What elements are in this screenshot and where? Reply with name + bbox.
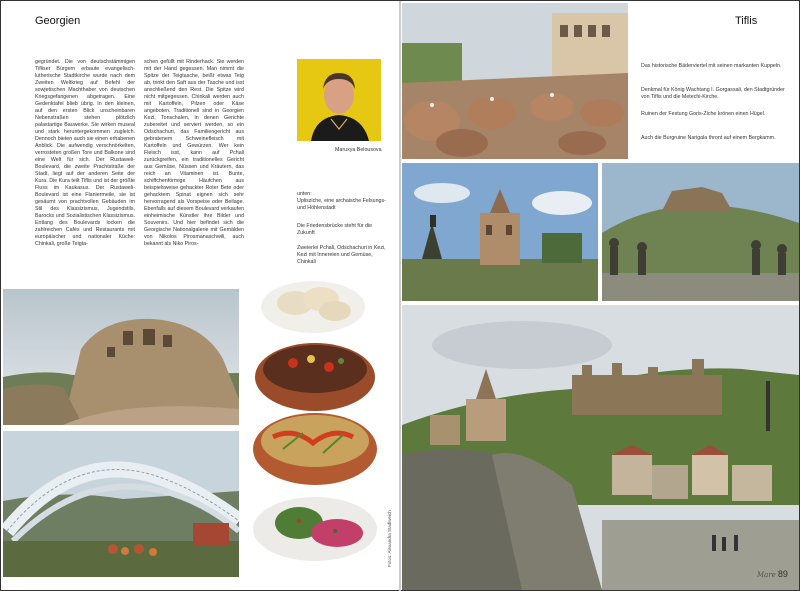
section-title-left: Georgien: [35, 15, 81, 27]
folio-mag-name: Mare: [757, 571, 776, 579]
caption-monument: Denkmal für König Wachtang I. Gorgassali, den Stadtgründer von Tiflis und die Metechi-Kirche.: [641, 87, 785, 100]
gutter: [399, 1, 401, 591]
caption-narikala: Auch die Burgruine Narigala thront auf einem Bergkamm.: [641, 135, 776, 141]
body-column-1: gegründet. Die von deutschstämmigen Tifliser Bürgern erbaute evangelisch-lutherische Stadtkirche wurde nach dem Zweiten Weltkrieg auf Befehl der sowjetischen Machthaber von deutschen Kriegsgefangenen abgetragen. Eine Gedenktafel blieb übrig. In den kleinen, auf den ersten Blick unscheinbaren Nebenstraßen stehen plötzlich palastartige Bauwerke. Sie wirken museal und stark heruntergekommen zugleich. Dennoch bieten auch sie einen erhabenen Anblick. Die aufwendig verschnörkelten, verrosteten großen Tore und Balkone sind eine Welt für sich. Der Rustaweli-Boulevard, die zweite Prachtstraße der Stadt, liegt auf der anderen Seite der Kura. Die Kura teilt Tiflis und ist der größte Fluss im Kaukasus. Der Rustaweli-Boulevard ist eine Flaniermeile, sie ist gesäumt von prachtvollen Gebäuden im Stil des Klassizismus, Jugendstils, Barocks und Sozialistischen Klassizismus. Entlang des Boulevards locken die zahlreichen Cafés und Restaurants mit europäischer und nationaler Küche: Chinkali, große Teigta-: [35, 59, 135, 247]
section-title-right: Tiflis: [735, 15, 758, 27]
caption-uplisziche: Uplisziche, eine archaische Felsungs- und Höhlenstadt: [297, 198, 386, 211]
monument-church-photo: [402, 163, 598, 301]
cave-city-photo: [3, 289, 239, 425]
portrait-caption: Maruxya Belousova: [335, 147, 382, 153]
narikala-panorama-photo: [402, 305, 799, 590]
photo-credit: Fotos: Alexandra Stadlweich: [387, 510, 392, 567]
food-photo: [243, 277, 395, 577]
folio: [757, 569, 788, 579]
caption-food: Zweierlei Pchali, Odschachuri in Kezi, Kezi mit Innereien und Gemüse, Chinkali: [297, 245, 386, 265]
caption-fortress-ruins: Ruinen der Festung Goris-Ziche krönen einen Hügel.: [641, 111, 766, 117]
peace-bridge-photo: [3, 431, 239, 577]
fortress-ruins-photo: [602, 163, 799, 301]
folio-page-number: 89: [777, 569, 788, 579]
body-column-2: schen gefüllt mit Rinderhack. Sie werden mit der Hand gegessen. Man nimmt die Spitze der Teigtasche, beißt etwas Teig ab, trinkt den Saft aus der Tasche und isst anschließend den Rest. Die Spitze wird nicht mitgegessen. Chinkali werden auch mit Kartoffeln, Pilzen oder Käse angeboten. Traditionell sind in Georgien Kezi, Tonschalen, in denen Gerichte zubereitet und serviert werden, so ein Odschachuri, das Familiengericht aus gebratenem Schweinefleisch mit Kartoffeln und Gewürzen. Wer kein Fleisch isst, kann auf Pchali zurückgreifen, ein traditionelles Gericht aus Gemüse, Nüssen und Kräutern, das reich an Vitaminen ist. Bunte, schiffchenförmige Häufchen aus beispielsweise gehackter Roter Bete oder gehacktem Spinat eignen sich sehr hervorragend als Vorspeise oder Beilage. Ebenfalls auf diesem Boulevard verkaufen einheimische Künstler ihre Bilder und Souvenirs. Und hier befindet sich die Georgische Nationalgalerie mit Gemälden von Nikolos Pirosmanaschwili, auch bekannt als Niko Piros-: [144, 59, 244, 247]
caption-bath-district: Das historische Bäderviertel mit seinen markanten Kuppeln.: [641, 63, 782, 69]
caption-below-label: unten:: [297, 191, 312, 197]
portrait-photo: [297, 59, 381, 141]
caption-peace-bridge: Die Friedensbrücke steht für die Zukunft: [297, 223, 373, 236]
bath-district-photo: [402, 3, 628, 159]
